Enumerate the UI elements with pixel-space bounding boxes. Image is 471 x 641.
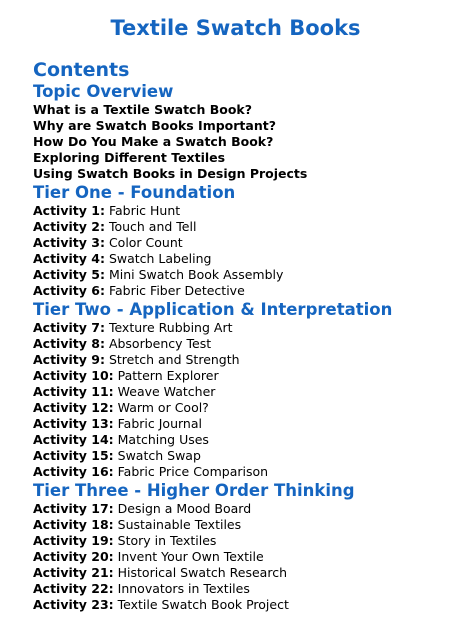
activity-number: Activity 2: — [33, 219, 105, 234]
activity-number: Activity 7: — [33, 320, 105, 335]
activity-title: Touch and Tell — [108, 219, 197, 234]
activity-title: Invent Your Own Textile — [117, 549, 264, 564]
activity-number: Activity 20: — [33, 549, 114, 564]
activity-title: Color Count — [108, 235, 183, 250]
activity-number: Activity 15: — [33, 448, 114, 463]
activity-number: Activity 5: — [33, 267, 105, 282]
activity-number: Activity 3: — [33, 235, 105, 250]
activity-number: Activity 14: — [33, 432, 114, 447]
activity-title: Matching Uses — [117, 432, 209, 447]
activity-entry — [33, 368, 463, 384]
activity-number: Activity 9: — [33, 352, 105, 367]
activity-number: Activity 4: — [33, 251, 105, 266]
activity-number: Activity 18: — [33, 517, 114, 532]
activity-title: Fabric Price Comparison — [117, 464, 269, 479]
activity-title: Swatch Labeling — [108, 251, 212, 266]
activity-number: Activity 16: — [33, 464, 114, 479]
activity-entry — [33, 235, 463, 251]
section-heading-tier-two-application-interpretation: Tier Two - Application & Interpretation — [33, 300, 393, 319]
activity-entry — [33, 320, 463, 336]
activity-title: Absorbency Test — [108, 336, 212, 351]
overview-item: Why are Swatch Books Important? — [33, 118, 276, 133]
activity-entry — [33, 416, 463, 432]
activity-title: Innovators in Textiles — [117, 581, 250, 596]
activity-title: Swatch Swap — [117, 448, 201, 463]
contents-heading: Contents — [33, 59, 130, 81]
page-title: Textile Swatch Books — [110, 16, 361, 40]
activity-title: Pattern Explorer — [117, 368, 219, 383]
activity-title: Fabric Journal — [117, 416, 202, 431]
section-heading-topic-overview: Topic Overview — [33, 82, 174, 101]
activity-entry — [33, 432, 463, 448]
activity-entry — [33, 251, 463, 267]
activity-title: Fabric Hunt — [108, 203, 181, 218]
activity-title: Historical Swatch Research — [117, 565, 287, 580]
activity-title: Warm or Cool? — [117, 400, 209, 415]
activity-entry — [33, 283, 463, 299]
activity-entry — [33, 352, 463, 368]
activity-title: Mini Swatch Book Assembly — [108, 267, 284, 282]
overview-item: Using Swatch Books in Design Projects — [33, 166, 308, 181]
activity-number: Activity 17: — [33, 501, 114, 516]
section-heading-tier-one-foundation: Tier One - Foundation — [33, 183, 236, 202]
overview-item: What is a Textile Swatch Book? — [33, 102, 252, 117]
activity-entry — [33, 448, 463, 464]
activity-title: Design a Mood Board — [117, 501, 252, 516]
activity-entry — [33, 219, 463, 235]
activity-title: Textile Swatch Book Project — [117, 597, 289, 612]
overview-item: Exploring Different Textiles — [33, 150, 226, 165]
activity-title: Texture Rubbing Art — [108, 320, 233, 335]
activity-number: Activity 22: — [33, 581, 114, 596]
activity-entry — [33, 581, 463, 597]
activity-entry — [33, 267, 463, 283]
activity-title: Sustainable Textiles — [117, 517, 242, 532]
activity-number: Activity 6: — [33, 283, 105, 298]
activity-number: Activity 1: — [33, 203, 105, 218]
activity-entry — [33, 203, 463, 219]
activity-entry — [33, 384, 463, 400]
activity-title: Stretch and Strength — [108, 352, 240, 367]
section-heading-tier-three-higher-order-thinking: Tier Three - Higher Order Thinking — [33, 481, 355, 500]
activity-number: Activity 21: — [33, 565, 114, 580]
activity-entry — [33, 464, 463, 480]
activity-number: Activity 13: — [33, 416, 114, 431]
activity-entry — [33, 400, 463, 416]
activity-number: Activity 8: — [33, 336, 105, 351]
activity-number: Activity 11: — [33, 384, 114, 399]
activity-number: Activity 23: — [33, 597, 114, 612]
activity-entry — [33, 565, 463, 581]
activity-entry — [33, 501, 463, 517]
activity-entry — [33, 533, 463, 549]
activity-title: Story in Textiles — [117, 533, 217, 548]
overview-item: How Do You Make a Swatch Book? — [33, 134, 274, 149]
activity-number: Activity 10: — [33, 368, 114, 383]
activity-entry — [33, 336, 463, 352]
activity-title: Fabric Fiber Detective — [108, 283, 245, 298]
activity-title: Weave Watcher — [117, 384, 216, 399]
table-of-contents — [33, 81, 463, 613]
activity-entry — [33, 597, 463, 613]
activity-number: Activity 19: — [33, 533, 114, 548]
activity-number: Activity 12: — [33, 400, 114, 415]
activity-entry — [33, 549, 463, 565]
activity-entry — [33, 517, 463, 533]
